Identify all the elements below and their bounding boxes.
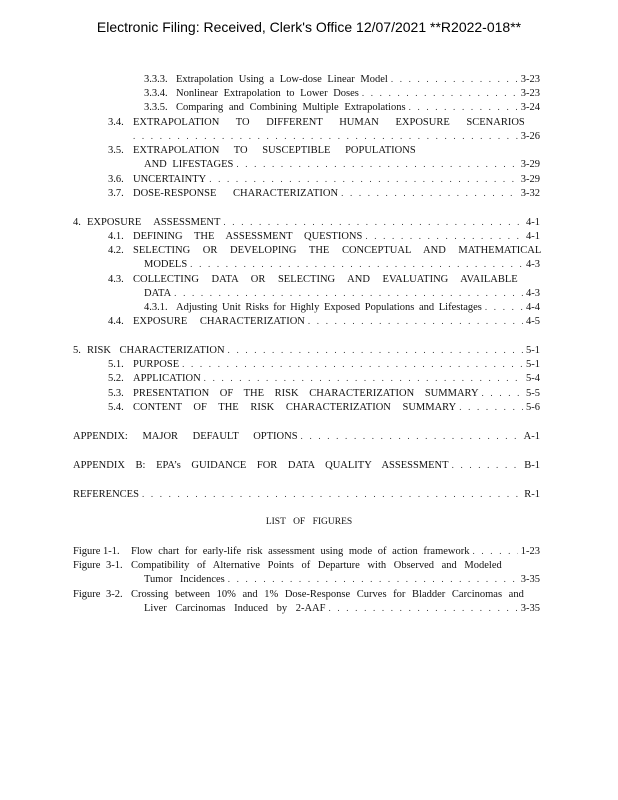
toc-page: 5-1: [526, 359, 540, 370]
toc-entry-4-2-title[interactable]: [108, 244, 541, 257]
toc-number: 4.3.: [108, 274, 124, 285]
figure-label: Figure 3-2.: [73, 589, 123, 600]
toc-page: 4-4: [526, 302, 540, 313]
toc-title: CONTENT OF THE RISK CHARACTERIZATION SUMMARY: [133, 402, 457, 413]
lof-entry-figure-1-1[interactable]: [73, 545, 540, 558]
toc-entry-4-3-page: [144, 287, 540, 300]
figure-title-cont: Tumor Incidences: [144, 574, 225, 585]
leader-dots: [341, 187, 518, 200]
leader-dots: [365, 230, 523, 243]
toc-title: APPENDIX B: EPA’s GUIDANCE FOR DATA QUALITY ASSESSMENT: [73, 460, 449, 471]
lof-entry-figure-3-1-title[interactable]: [73, 559, 502, 572]
toc-number: 4.4.: [108, 316, 124, 327]
figure-page: 3-35: [520, 574, 540, 585]
toc-page: 3-23: [520, 88, 540, 99]
toc-entry-5-2[interactable]: [108, 372, 540, 385]
toc-entry-3-4-page: [133, 130, 540, 143]
figure-page: 1-23: [520, 546, 540, 557]
figure-title-cont: Liver Carcinomas Induced by 2-AAF: [144, 603, 326, 614]
toc-entry-4[interactable]: [73, 216, 540, 229]
toc-number: 3.3.3.: [144, 74, 168, 85]
toc-entry-3-3-4[interactable]: [144, 87, 540, 100]
toc-number: 5.2.: [108, 373, 124, 384]
toc-entry-3-5-page: [144, 158, 540, 171]
toc-title: RISK CHARACTERIZATION: [87, 345, 225, 356]
toc-entry-appendix-b[interactable]: [73, 459, 540, 472]
leader-dots: [190, 258, 523, 271]
toc-number: 3.3.5.: [144, 102, 168, 113]
toc-number: 5.1.: [108, 359, 124, 370]
toc-number: 4.: [73, 217, 81, 228]
figure-title: Crossing between 10% and 1% Dose-Response Curves for Bladder Carcinomas and: [131, 589, 524, 600]
toc-number: 3.3.4.: [144, 88, 168, 99]
toc-number: 3.4.: [108, 117, 124, 128]
toc-title: EXTRAPOLATION TO DIFFERENT HUMAN EXPOSURE SCENARIOS: [133, 117, 525, 128]
toc-title: EXPOSURE CHARACTERIZATION: [133, 316, 305, 327]
filing-header: Electronic Filing: Received, Clerk's Office 12/07/2021 **R2022-018**: [96, 19, 522, 35]
toc-page: 5-5: [526, 388, 540, 399]
toc-number: 5.3.: [108, 388, 124, 399]
toc-entry-3-3-3[interactable]: [144, 73, 540, 86]
toc-page: 4-3: [526, 288, 540, 299]
toc-page: 5-6: [526, 402, 540, 413]
toc-title: APPENDIX: MAJOR DEFAULT OPTIONS: [73, 431, 298, 442]
leader-dots: [409, 101, 518, 114]
figure-label: Figure 3-1.: [73, 560, 123, 571]
toc-number: 4.2.: [108, 245, 124, 256]
toc-entry-3-4-title[interactable]: [108, 116, 525, 129]
toc-page: 3-29: [520, 174, 540, 185]
leader-dots: [236, 158, 517, 171]
toc-page: 3-23: [520, 74, 540, 85]
toc-title: Nonlinear Extrapolation to Lower Doses: [176, 88, 359, 99]
toc-title-cont: DATA: [144, 288, 172, 299]
leader-dots: [473, 545, 518, 558]
toc-page: 5-1: [526, 345, 540, 356]
lof-entry-figure-3-1-page: [144, 573, 540, 586]
leader-dots: [482, 387, 523, 400]
lof-entry-figure-3-2-page: [144, 602, 540, 615]
lof-entry-figure-3-2-title[interactable]: [73, 588, 524, 601]
toc-entry-3-6[interactable]: [108, 173, 540, 186]
toc-page: B-1: [524, 460, 540, 471]
leader-dots: [308, 315, 523, 328]
toc-number: 3.7.: [108, 188, 124, 199]
leader-dots: [228, 573, 518, 586]
toc-title: PURPOSE: [133, 359, 180, 370]
leader-dots: [223, 216, 523, 229]
toc-page: 4-3: [526, 259, 540, 270]
toc-entry-4-3-title[interactable]: [108, 273, 518, 286]
leader-dots: [209, 173, 518, 186]
toc-entry-3-7[interactable]: [108, 187, 540, 200]
toc-page: 3-26: [520, 131, 540, 142]
leader-dots: [174, 287, 523, 300]
figure-title: Flow chart for early-life risk assessment using mode of action framework: [131, 546, 470, 557]
toc-entry-appendix-a[interactable]: [73, 430, 540, 443]
toc-title: DOSE-RESPONSE CHARACTERIZATION: [133, 188, 339, 199]
toc-page: R-1: [524, 489, 540, 500]
toc-title: UNCERTAINTY: [133, 174, 207, 185]
leader-dots: [459, 401, 523, 414]
toc-title: COLLECTING DATA OR SELECTING AND EVALUATING AVAILABLE: [133, 274, 518, 285]
toc-entry-5-3[interactable]: [108, 387, 540, 400]
leader-dots: [228, 344, 523, 357]
toc-number: 5.4.: [108, 402, 124, 413]
figure-page: 3-35: [520, 603, 540, 614]
leader-dots: [301, 430, 521, 443]
toc-title: Extrapolation Using a Low-dose Linear Model: [176, 74, 388, 85]
leader-dots: [204, 372, 523, 385]
toc-number: 4.1.: [108, 231, 124, 242]
figure-label: Figure 1-1.: [73, 546, 120, 557]
toc-page: 4-1: [526, 217, 540, 228]
toc-title: Adjusting Unit Risks for Highly Exposed Populations and Lifestages: [176, 302, 482, 313]
toc-title: DEFINING THE ASSESSMENT QUESTIONS: [133, 231, 363, 242]
toc-entry-4-1[interactable]: [108, 230, 540, 243]
leader-dots: [485, 301, 523, 314]
toc-page: 3-24: [520, 102, 540, 113]
toc-entry-4-4[interactable]: [108, 315, 540, 328]
leader-dots: [182, 358, 523, 371]
figure-title: Compatibility of Alternative Points of Departure with Observed and Modeled: [131, 560, 502, 571]
toc-entry-5-4[interactable]: [108, 401, 540, 414]
toc-number: 5.: [73, 345, 81, 356]
toc-entry-4-2-page: [144, 258, 540, 271]
leader-dots: [391, 73, 518, 86]
toc-title: EXPOSURE ASSESSMENT: [87, 217, 221, 228]
toc-page: 4-1: [526, 231, 540, 242]
toc-entry-5-1[interactable]: [108, 358, 540, 371]
toc-number: 3.6.: [108, 174, 124, 185]
toc-title-cont: AND LIFESTAGES: [144, 159, 234, 170]
leader-dots: [362, 87, 518, 100]
toc-title: Comparing and Combining Multiple Extrapolations: [176, 102, 406, 113]
toc-entry-5[interactable]: [73, 344, 540, 357]
list-of-figures-heading: LIST OF FIGURES: [265, 517, 353, 527]
leader-dots: [142, 488, 521, 501]
toc-title: SELECTING OR DEVELOPING THE CONCEPTUAL AND MATHEMATICAL: [133, 245, 542, 256]
toc-entry-3-3-5[interactable]: [144, 101, 540, 114]
toc-number: 3.5.: [108, 145, 124, 156]
toc-page: 5-4: [526, 373, 540, 384]
toc-number: 4.3.1.: [144, 302, 168, 313]
toc-page: 3-32: [520, 188, 540, 199]
toc-title-cont: MODELS: [144, 259, 188, 270]
toc-entry-4-3-1[interactable]: [144, 301, 540, 314]
toc-title: APPLICATION: [133, 373, 201, 384]
leader-dots: [452, 459, 522, 472]
leader-dots: [133, 130, 518, 143]
toc-entry-3-5-title[interactable]: [108, 144, 416, 157]
toc-page: A-1: [523, 431, 540, 442]
toc-title: PRESENTATION OF THE RISK CHARACTERIZATION SUMMARY: [133, 388, 479, 399]
toc-entry-references[interactable]: [73, 488, 540, 501]
toc-page: 3-29: [520, 159, 540, 170]
toc-page: 4-5: [526, 316, 540, 327]
toc-title: EXTRAPOLATION TO SUSCEPTIBLE POPULATIONS: [133, 145, 416, 156]
leader-dots: [328, 602, 517, 615]
toc-title: REFERENCES: [73, 489, 139, 500]
